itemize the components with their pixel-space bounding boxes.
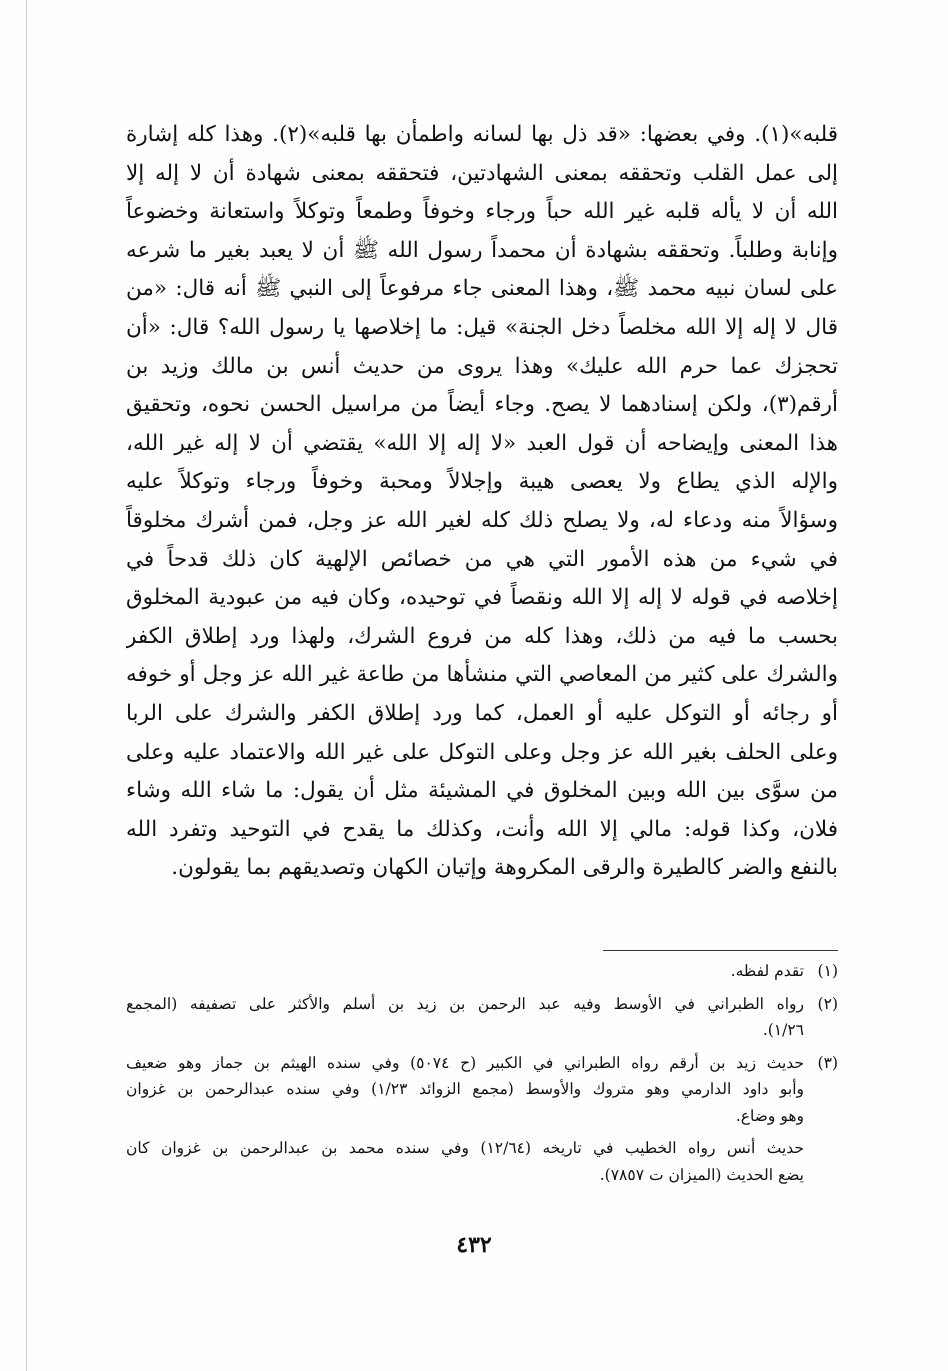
text-line: في شيء من هذه الأمور التي هي من خصائص الإلهية كان ذلك قدحاً في (126, 546, 838, 572)
text-line: هذا المعنى وإيضاحه أن قول العبد «لا إله إلا الله» يقتضي أن لا إله غير الله، (126, 430, 838, 456)
text-line: أو رجائه أو التوكل عليه أو العمل، كما ورد إطلاق الكفر والشرك على الربا (126, 700, 838, 726)
text-line: من سوَّى بين الله وبين المخلوق في المشيئة مثل أن يقول: ما شاء الله وشاء (126, 778, 838, 804)
footnotes-block (126, 958, 838, 1188)
footnote-number: (١) (817, 962, 838, 980)
footnote-2 (126, 991, 838, 1044)
text-line: وسؤالاً منه ودعاء له، ولا يصلح ذلك كله لغير الله عز وجل، فمن أشرك مخلوقاً (126, 507, 838, 533)
footnote-line: ١/٢٦). (762, 1021, 804, 1039)
footnote-line: رواه الطبراني في الأوسط وفيه عبد الرحمن بن زيد بن أسلم والأكثر على تصفيفه (المجمع (126, 994, 804, 1013)
text-line: بحسب ما فيه من ذلك، وهذا كله من فروع الشرك، ولهذا ورد إطلاق الكفر (126, 623, 838, 649)
text-line: بالنفع والضر كالطيرة والرقى المكروهة وإتيان الكهان وتصديقهم بما يقولون. (171, 855, 838, 881)
text-line: وإنابة وطلباً. وتحققه بشهادة أن محمداً رسول الله ﷺ أن لا يعبد بغير ما شرعه (126, 237, 838, 263)
footnote-divider (603, 950, 838, 951)
footnote-line: حديث زيد بن أرقم رواه الطبراني في الكبير (ح ٥٠٧٤) وفي سنده الهيثم بن جماز وهو ضعيف (126, 1053, 804, 1072)
footnote-number: (٢) (817, 994, 838, 1013)
footnote-1 (126, 958, 838, 985)
footnote-line: تقدم لفظه. (730, 962, 804, 980)
footnote-3 (126, 1050, 838, 1130)
text-line: والإله الذي يطاع ولا يعصى هيبة وإجلالاً ومحبة وخوفاً ورجاء وتوكلاً عليه (126, 469, 838, 495)
footnote-body (126, 958, 804, 985)
footnote-body (126, 1050, 804, 1130)
main-text-block (126, 116, 838, 888)
text-line: إخلاصه في قوله لا إله إلا الله ونقصاً في توحيده، وكان فيه من عبودية المخلوق (126, 585, 838, 611)
text-line: فلان، وكذا قوله: مالي إلا الله وأنت، وكذلك ما يقدح في التوحيد وتفرد الله (126, 816, 838, 842)
footnote-3-continuation (126, 1135, 804, 1188)
text-line: قلبه»(١). وفي بعضها: «قد ذل بها لسانه واطمأن بها قلبه»(٢). وهذا كله إشارة (126, 122, 838, 147)
text-line: وعلى الحلف بغير الله عز وجل وعلى التوكل على غير الله والاعتماد عليه وعلى (126, 739, 838, 765)
footnote-line: حديث أنس رواه الخطيب في تاريخه (١٢/٦٤) وفي سنده محمد بن عبدالرحمن بن غزوان كان (126, 1139, 804, 1157)
footnote-line: وهو وضاع. (735, 1106, 804, 1125)
footnote-number: (٣) (817, 1053, 838, 1072)
text-line: والشرك على كثير من المعاصي التي منشأها من طاعة غير الله عز وجل أو خوفه (126, 662, 838, 688)
text-line: على لسان نبيه محمد ﷺ، وهذا المعنى جاء مرفوعاً إلى النبي ﷺ أنه قال: «من (126, 276, 838, 302)
footnote-body (126, 991, 804, 1044)
text-line: أرقم(٣)، ولكن إسنادهما لا يصح. وجاء أيضاً من مراسيل الحسن نحوه، وتحقيق (126, 392, 838, 418)
text-line: قال لا إله إلا الله مخلصاً دخل الجنة» قيل: ما إخلاصها يا رسول الله؟ قال: «أن (126, 314, 838, 340)
text-line: إلى عمل القلب وتحققه بمعنى الشهادتين، فتحققه بمعنى شهادة أن لا إله إلا (126, 160, 838, 186)
page-edge-line (26, 0, 27, 1371)
page-number: ٤٣٢ (456, 1232, 492, 1258)
footnote-line: يضع الحديث (الميزان ت ٧٨٥٧). (599, 1165, 804, 1184)
text-line: الله أن لا يأله قلبه غير الله حباً ورجاء وخوفاً وطمعاً وتوكلاً واستعانة وخضوعاً (126, 199, 838, 225)
text-line: تحجزك عما حرم الله عليك» وهذا يروى من حديث أنس بن مالك وزيد بن (126, 353, 838, 379)
footnote-line: وأبو داود الدارمي وهو متروك والأوسط (مجمع الزوائد ١/٢٣) وفي سنده عبدالرحمن بن غزوان (126, 1080, 804, 1098)
